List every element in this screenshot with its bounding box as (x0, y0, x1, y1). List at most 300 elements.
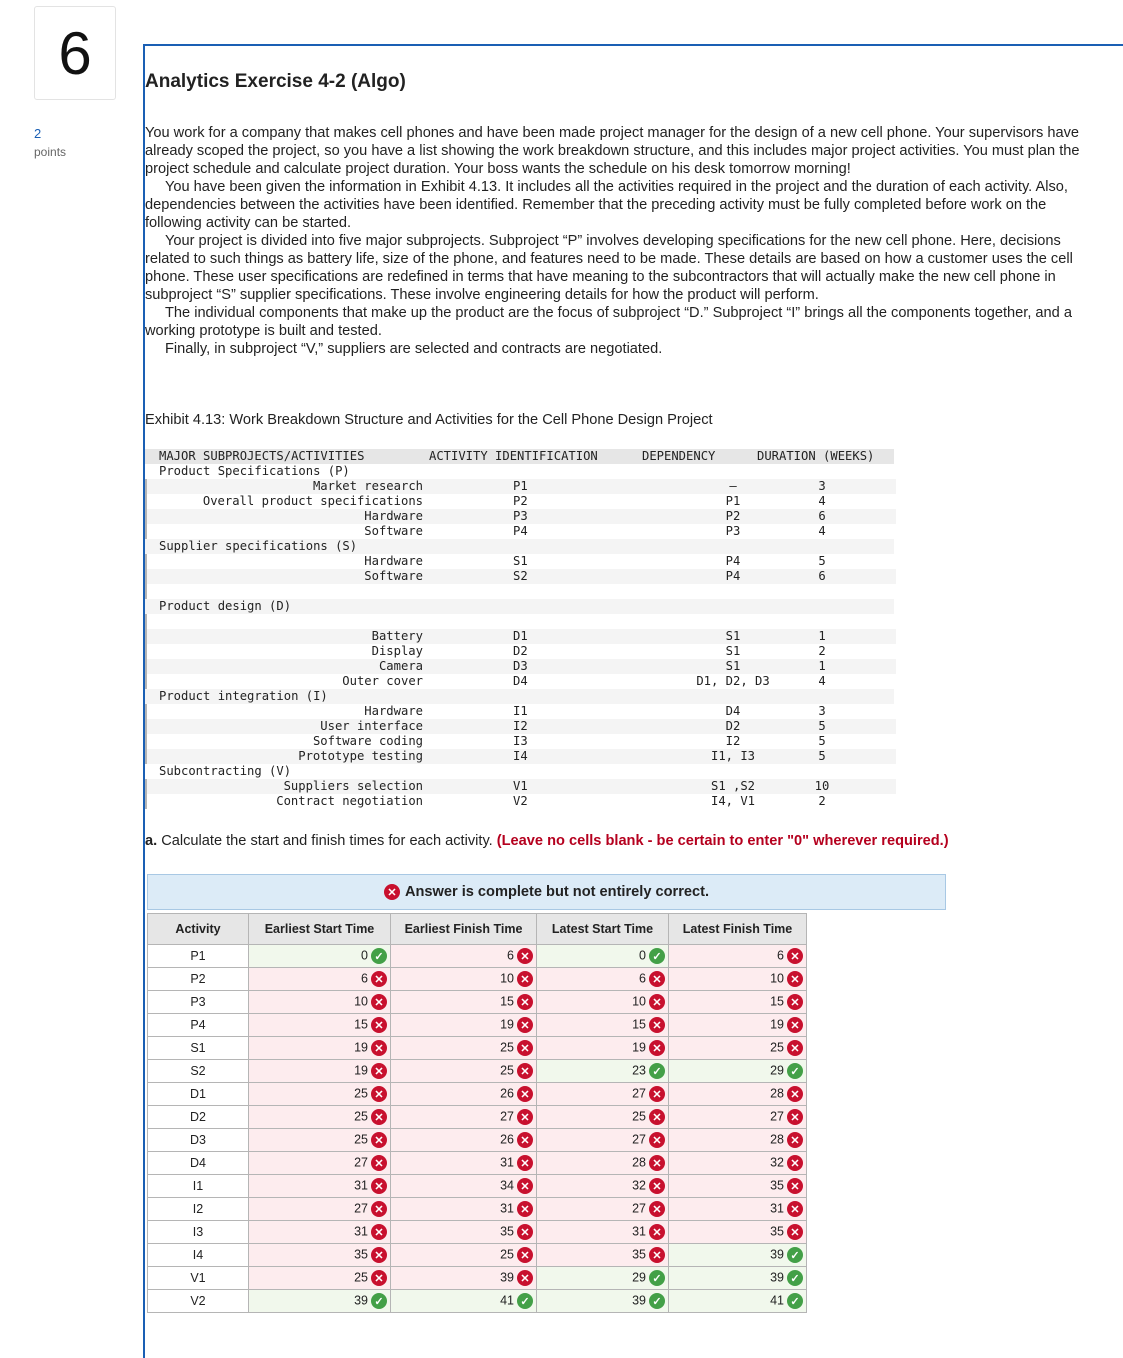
earliest-finish-cell[interactable] (391, 1037, 537, 1060)
incorrect-x-icon: ✕ (517, 1270, 533, 1286)
page-title: Analytics Exercise 4-2 (Algo) (145, 71, 406, 92)
answer-value: 15 (354, 1017, 368, 1032)
answer-value: 15 (500, 994, 514, 1009)
earliest-finish-cell[interactable] (391, 1129, 537, 1152)
latest-start-cell[interactable] (537, 1106, 669, 1129)
exhibit-row (145, 569, 896, 584)
activity-id: I1 (513, 704, 528, 718)
exhibit-row (145, 629, 896, 644)
earliest-start-cell[interactable] (249, 1152, 391, 1175)
answer-value: 27 (500, 1109, 514, 1124)
activity-duration: 10 (814, 779, 830, 793)
exhibit-row (145, 779, 896, 794)
activity-name: Display (371, 644, 423, 658)
part-a-prompt (145, 833, 949, 849)
incorrect-x-icon: ✕ (517, 1086, 533, 1102)
paragraph: The individual components that make up the product are the focus of subproject “D.” Subproject “I” brings all the components together, and a working prototype is built and tested. (145, 305, 1072, 339)
activity-cell: V1 (148, 1267, 249, 1290)
activity-cell: S1 (148, 1037, 249, 1060)
latest-start-cell[interactable] (537, 1152, 669, 1175)
part-a-instruction: (Leave no cells blank - be certain to enter "0" wherever required.) (496, 833, 949, 849)
correct-check-icon: ✓ (517, 1293, 533, 1309)
activity-name: Battery (371, 629, 423, 643)
wbs-exhibit-table (145, 449, 894, 808)
incorrect-x-icon: ✕ (787, 948, 803, 964)
header-activity: Activity (148, 914, 249, 945)
incorrect-x-icon: ✕ (371, 1063, 387, 1079)
header-earliest-finish: Earliest Finish Time (391, 914, 537, 945)
earliest-start-cell[interactable] (249, 1267, 391, 1290)
answer-value: 39 (770, 1247, 784, 1262)
latest-finish-cell[interactable] (669, 945, 807, 968)
answer-value: 31 (632, 1224, 646, 1239)
incorrect-x-icon: ✕ (517, 1201, 533, 1217)
activity-duration: 5 (818, 719, 826, 733)
answer-value: 27 (632, 1201, 646, 1216)
answer-value: 41 (770, 1293, 784, 1308)
earliest-start-cell[interactable] (249, 1014, 391, 1037)
activity-dependency: P3 (725, 524, 741, 538)
activity-dependency: P4 (725, 554, 741, 568)
activity-name: Contract negotiation (276, 794, 423, 808)
incorrect-x-icon: ✕ (371, 1155, 387, 1171)
answer-value: 31 (500, 1201, 514, 1216)
latest-start-cell[interactable] (537, 1129, 669, 1152)
answer-value: 28 (632, 1155, 646, 1170)
answer-value: 28 (770, 1132, 784, 1147)
activity-cell: I2 (148, 1198, 249, 1221)
incorrect-x-icon: ✕ (787, 1040, 803, 1056)
question-number: 6 (34, 6, 116, 100)
activity-duration: 4 (818, 674, 826, 688)
answer-value: 29 (770, 1063, 784, 1078)
activity-id: V2 (513, 794, 528, 808)
incorrect-x-icon: ✕ (517, 948, 533, 964)
latest-start-cell[interactable] (537, 968, 669, 991)
activity-cell: D1 (148, 1083, 249, 1106)
correct-check-icon: ✓ (649, 1270, 665, 1286)
answer-value: 27 (354, 1201, 368, 1216)
earliest-finish-cell[interactable] (391, 1244, 537, 1267)
answer-value: 34 (500, 1178, 514, 1193)
table-row (148, 1152, 807, 1175)
table-row (148, 968, 807, 991)
activity-cell: D3 (148, 1129, 249, 1152)
incorrect-x-icon: ✕ (649, 971, 665, 987)
table-row (148, 1060, 807, 1083)
exhibit-row (145, 479, 896, 494)
earliest-start-cell[interactable] (249, 1060, 391, 1083)
table-row (148, 1290, 807, 1313)
incorrect-x-icon: ✕ (787, 1017, 803, 1033)
activity-name: Suppliers selection (283, 779, 423, 793)
answer-value: 27 (770, 1109, 784, 1124)
answer-value: 28 (770, 1086, 784, 1101)
activity-name: Software (364, 569, 423, 583)
exhibit-row (145, 599, 894, 614)
paragraph: You have been given the information in Exhibit 4.13. It includes all the activities required in the project and the duration of each activity. Also, dependencies between the activities have been identified. Remember that the preceding activity must be fully completed before work on the following activity can be started. (145, 179, 1068, 231)
paragraph: You work for a company that makes cell phones and have been made project manager for the design of a new cell phone. Your supervisors have already scoped the project, so you have a list showing the work breakdown structure, and this includes major project activities. You must plan the project schedule and calculate project duration. Your boss wants the schedule on his desk tomorrow morning! (145, 125, 1080, 177)
exhibit-row (145, 509, 896, 524)
latest-finish-cell[interactable] (669, 991, 807, 1014)
answer-value: 35 (500, 1224, 514, 1239)
incorrect-x-icon: ✕ (371, 1201, 387, 1217)
table-row (148, 1244, 807, 1267)
answer-value: 23 (632, 1063, 646, 1078)
answer-value: 39 (354, 1293, 368, 1308)
activity-cell: D2 (148, 1106, 249, 1129)
exhibit-row (145, 539, 894, 554)
part-a-label: a. (145, 833, 158, 849)
answer-value: 15 (770, 994, 784, 1009)
incorrect-x-icon: ✕ (787, 1109, 803, 1125)
answer-value: 32 (632, 1178, 646, 1193)
exhibit-row (145, 764, 894, 779)
earliest-start-cell[interactable] (249, 1198, 391, 1221)
answer-value: 25 (500, 1247, 514, 1262)
earliest-start-cell[interactable] (249, 945, 391, 968)
exhibit-row (145, 734, 896, 749)
correct-check-icon: ✓ (787, 1247, 803, 1263)
earliest-start-cell[interactable] (249, 1129, 391, 1152)
latest-finish-cell[interactable] (669, 968, 807, 991)
latest-start-cell[interactable] (537, 945, 669, 968)
latest-start-cell[interactable] (537, 1175, 669, 1198)
answer-value: 0 (639, 948, 646, 963)
activity-dependency: S1 ,S2 (710, 779, 756, 793)
correct-check-icon: ✓ (787, 1063, 803, 1079)
table-row (148, 1129, 807, 1152)
answer-value: 15 (632, 1017, 646, 1032)
latest-finish-cell[interactable] (669, 1014, 807, 1037)
correct-check-icon: ✓ (649, 1063, 665, 1079)
activity-dependency: P1 (725, 494, 741, 508)
answer-value: 25 (354, 1086, 368, 1101)
activity-duration: 1 (818, 629, 826, 643)
header-divider (144, 44, 1123, 46)
answer-value: 10 (354, 994, 368, 1009)
activity-duration: 5 (818, 554, 826, 568)
activity-name: Hardware (364, 704, 423, 718)
incorrect-x-icon: ✕ (649, 1178, 665, 1194)
incorrect-x-icon: ✕ (371, 971, 387, 987)
exhibit-row (145, 554, 896, 569)
header-latest-start: Latest Start Time (537, 914, 669, 945)
earliest-finish-cell[interactable] (391, 1198, 537, 1221)
answer-value: 6 (777, 948, 784, 963)
incorrect-x-icon: ✕ (787, 1224, 803, 1240)
answer-value: 25 (354, 1270, 368, 1285)
answer-value: 39 (632, 1293, 646, 1308)
exhibit-row (145, 704, 896, 719)
incorrect-x-icon: ✕ (517, 1017, 533, 1033)
activity-cell: P4 (148, 1014, 249, 1037)
incorrect-x-icon: ✕ (517, 1247, 533, 1263)
latest-start-cell[interactable] (537, 1014, 669, 1037)
subproject-name: Product Specifications (P) (159, 464, 350, 478)
correct-check-icon: ✓ (649, 1293, 665, 1309)
latest-start-cell[interactable] (537, 1060, 669, 1083)
incorrect-x-icon: ✕ (371, 994, 387, 1010)
incorrect-x-icon: ✕ (787, 1178, 803, 1194)
latest-finish-cell[interactable] (669, 1175, 807, 1198)
activity-cell: P1 (148, 945, 249, 968)
earliest-finish-cell[interactable] (391, 1267, 537, 1290)
answer-value: 26 (500, 1132, 514, 1147)
activity-duration: 1 (818, 659, 826, 673)
latest-start-cell[interactable] (537, 1267, 669, 1290)
incorrect-x-icon: ✕ (649, 994, 665, 1010)
answer-value: 32 (770, 1155, 784, 1170)
answer-value: 27 (354, 1155, 368, 1170)
earliest-start-cell[interactable] (249, 1290, 391, 1313)
activity-cell: P3 (148, 991, 249, 1014)
earliest-finish-cell[interactable] (391, 1152, 537, 1175)
exhibit-header-duration: DURATION (WEEKS) (757, 449, 875, 463)
incorrect-x-icon: ✕ (517, 1063, 533, 1079)
activity-name: Outer cover (342, 674, 423, 688)
latest-finish-cell[interactable] (669, 1244, 807, 1267)
latest-start-cell[interactable] (537, 1221, 669, 1244)
incorrect-x-icon: ✕ (649, 1086, 665, 1102)
earliest-finish-cell[interactable] (391, 1221, 537, 1244)
answer-value: 25 (354, 1109, 368, 1124)
latest-start-cell[interactable] (537, 1290, 669, 1313)
latest-finish-cell[interactable] (669, 1221, 807, 1244)
exhibit-row (145, 674, 896, 689)
answer-value: 19 (632, 1040, 646, 1055)
answer-value: 27 (632, 1086, 646, 1101)
latest-start-cell[interactable] (537, 1037, 669, 1060)
incorrect-x-icon: ✕ (787, 1201, 803, 1217)
activity-dependency: I4, V1 (710, 794, 756, 808)
earliest-start-cell[interactable] (249, 1037, 391, 1060)
exhibit-row (145, 464, 894, 479)
incorrect-x-icon: ✕ (787, 1132, 803, 1148)
activity-dependency: S1 (725, 644, 741, 658)
subproject-name: Product design (D) (159, 599, 292, 613)
answer-value: 31 (354, 1224, 368, 1239)
earliest-finish-cell[interactable] (391, 1083, 537, 1106)
exhibit-row (145, 794, 896, 809)
latest-finish-cell[interactable] (669, 1060, 807, 1083)
answer-value: 19 (354, 1040, 368, 1055)
incorrect-x-icon: ✕ (787, 971, 803, 987)
incorrect-x-icon: ✕ (371, 1224, 387, 1240)
incorrect-x-icon: ✕ (371, 1178, 387, 1194)
activity-duration: 4 (818, 494, 826, 508)
activity-id: P4 (513, 524, 528, 538)
table-row (148, 1037, 807, 1060)
activity-dependency: P2 (725, 509, 741, 523)
earliest-start-cell[interactable] (249, 1244, 391, 1267)
correct-check-icon: ✓ (649, 948, 665, 964)
activity-name: Camera (378, 659, 423, 673)
problem-text (145, 124, 1095, 358)
latest-finish-cell[interactable] (669, 1083, 807, 1106)
incorrect-x-icon: ✕ (371, 1247, 387, 1263)
incorrect-x-icon: ✕ (517, 994, 533, 1010)
activity-id: I3 (513, 734, 528, 748)
activity-cell: I3 (148, 1221, 249, 1244)
activity-id: S1 (513, 554, 528, 568)
incorrect-x-icon: ✕ (517, 1109, 533, 1125)
incorrect-x-icon: ✕ (649, 1040, 665, 1056)
activity-duration: 5 (818, 749, 826, 763)
exhibit-header-row (145, 449, 894, 464)
activity-dependency: D2 (725, 719, 741, 733)
latest-start-cell[interactable] (537, 1244, 669, 1267)
exhibit-row (145, 524, 896, 539)
earliest-finish-cell[interactable] (391, 968, 537, 991)
activity-duration: 3 (818, 704, 826, 718)
answer-value: 6 (507, 948, 514, 963)
incorrect-x-icon: ✕ (649, 1247, 665, 1263)
incorrect-x-icon: ✕ (517, 1155, 533, 1171)
answer-value: 19 (354, 1063, 368, 1078)
activity-dependency: D4 (725, 704, 741, 718)
activity-id: P2 (513, 494, 528, 508)
activity-duration: 6 (818, 509, 826, 523)
header-earliest-start: Earliest Start Time (249, 914, 391, 945)
activity-name: Hardware (364, 554, 423, 568)
subproject-name: Product integration (I) (159, 689, 328, 703)
banner-text: Answer is complete but not entirely correct. (404, 884, 710, 900)
exhibit-row (145, 749, 896, 764)
latest-finish-cell[interactable] (669, 1152, 807, 1175)
answer-value: 27 (632, 1132, 646, 1147)
earliest-finish-cell[interactable] (391, 945, 537, 968)
incorrect-x-icon: ✕ (371, 1132, 387, 1148)
incorrect-x-icon: ✕ (517, 971, 533, 987)
earliest-start-cell[interactable] (249, 1175, 391, 1198)
earliest-finish-cell[interactable] (391, 991, 537, 1014)
incorrect-x-icon: ✕ (649, 1201, 665, 1217)
part-a-text: Calculate the start and finish times for each activity. (161, 833, 493, 849)
answer-value: 25 (354, 1132, 368, 1147)
exhibit-row (145, 659, 896, 674)
table-row (148, 1221, 807, 1244)
activity-dependency: D1, D2, D3 (696, 674, 770, 688)
answer-value: 35 (354, 1247, 368, 1262)
table-row (148, 1267, 807, 1290)
incorrect-x-icon: ✕ (649, 1155, 665, 1171)
earliest-finish-cell[interactable] (391, 1014, 537, 1037)
activity-id: P3 (513, 509, 528, 523)
latest-finish-cell[interactable] (669, 1106, 807, 1129)
answer-value: 19 (770, 1017, 784, 1032)
incorrect-x-icon: ✕ (649, 1132, 665, 1148)
answer-value: 10 (770, 971, 784, 986)
answer-value: 31 (354, 1178, 368, 1193)
exhibit-header-dependency: DEPENDENCY (642, 449, 716, 463)
table-row (148, 1175, 807, 1198)
activity-duration: 3 (818, 479, 826, 493)
answer-value: 26 (500, 1086, 514, 1101)
answer-value: 31 (500, 1155, 514, 1170)
incorrect-x-icon: ✕ (649, 1017, 665, 1033)
latest-finish-cell[interactable] (669, 1198, 807, 1221)
incorrect-x-icon: ✕ (517, 1178, 533, 1194)
answer-value: 25 (770, 1040, 784, 1055)
answer-value: 39 (770, 1270, 784, 1285)
earliest-start-cell[interactable] (249, 1106, 391, 1129)
incorrect-x-icon: ✕ (517, 1224, 533, 1240)
header-latest-finish: Latest Finish Time (669, 914, 807, 945)
latest-start-cell[interactable] (537, 991, 669, 1014)
activity-duration: 5 (818, 734, 826, 748)
answer-value: 35 (770, 1224, 784, 1239)
answer-value: 41 (500, 1293, 514, 1308)
incorrect-x-icon: ✕ (517, 1040, 533, 1056)
activity-name: Overall product specifications (202, 494, 423, 508)
exhibit-row (145, 584, 896, 599)
earliest-finish-cell[interactable] (391, 1060, 537, 1083)
answer-value: 10 (500, 971, 514, 986)
latest-finish-cell[interactable] (669, 1290, 807, 1313)
answer-value: 6 (361, 971, 368, 986)
answer-value: 10 (632, 994, 646, 1009)
activity-cell: S2 (148, 1060, 249, 1083)
earliest-finish-cell[interactable] (391, 1106, 537, 1129)
exhibit-row (145, 689, 894, 704)
activity-cell: V2 (148, 1290, 249, 1313)
latest-start-cell[interactable] (537, 1198, 669, 1221)
activity-name: Hardware (364, 509, 423, 523)
activity-dependency: I1, I3 (710, 749, 756, 763)
earliest-start-cell[interactable] (249, 1083, 391, 1106)
latest-finish-cell[interactable] (669, 1267, 807, 1290)
exhibit-header-id: ACTIVITY IDENTIFICATION (429, 449, 598, 463)
table-row (148, 1198, 807, 1221)
exhibit-row (145, 614, 896, 629)
earliest-finish-cell[interactable] (391, 1175, 537, 1198)
activity-name: Software coding (312, 734, 423, 748)
points-label: points (34, 145, 67, 159)
exhibit-row (145, 644, 896, 659)
answer-status-banner (147, 874, 946, 910)
answer-value: 35 (632, 1247, 646, 1262)
latest-finish-cell[interactable] (669, 1037, 807, 1060)
table-row (148, 991, 807, 1014)
table-row (148, 1106, 807, 1129)
incorrect-x-icon: ✕ (371, 1109, 387, 1125)
activity-duration: 6 (818, 569, 826, 583)
correct-check-icon: ✓ (371, 1293, 387, 1309)
activity-name: User interface (320, 719, 423, 733)
activity-id: I2 (513, 719, 528, 733)
correct-check-icon: ✓ (371, 948, 387, 964)
earliest-finish-cell[interactable] (391, 1290, 537, 1313)
activity-dependency: I2 (725, 734, 741, 748)
answer-value: 0 (361, 948, 368, 963)
activity-duration: 4 (818, 524, 826, 538)
latest-finish-cell[interactable] (669, 1129, 807, 1152)
answer-value: 19 (500, 1017, 514, 1032)
earliest-start-cell[interactable] (249, 1221, 391, 1244)
activity-name: Market research (312, 479, 423, 493)
paragraph: Finally, in subproject “V,” suppliers are selected and contracts are negotiated. (165, 341, 663, 357)
earliest-start-cell[interactable] (249, 968, 391, 991)
answer-value: 25 (500, 1040, 514, 1055)
activity-cell: P2 (148, 968, 249, 991)
activity-id: D1 (513, 629, 528, 643)
earliest-start-cell[interactable] (249, 991, 391, 1014)
activity-cell: I4 (148, 1244, 249, 1267)
exhibit-row (145, 494, 896, 509)
activity-dependency: S1 (725, 629, 741, 643)
latest-start-cell[interactable] (537, 1083, 669, 1106)
